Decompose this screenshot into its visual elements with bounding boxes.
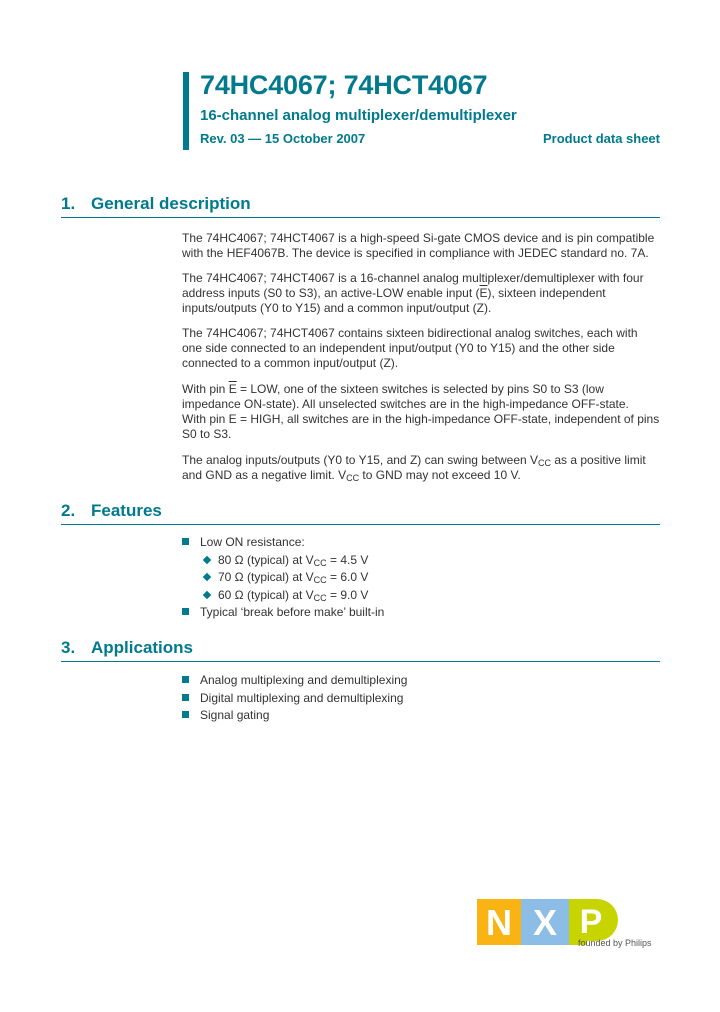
section-title: General description	[91, 194, 251, 213]
document-title: 74HC4067; 74HCT4067	[200, 70, 488, 100]
list-item: Signal gating	[182, 707, 407, 725]
enable-pin-e-bar: $\overline{E}$	[228, 382, 237, 396]
features-list	[182, 534, 384, 622]
general-paragraph-1: The 74HC4067; 74HCT4067 is a high-speed Si-gate CMOS device and is pin compatible with the HEF4067B. The device is specified in compliance with JEDEC standard no. 7A.	[182, 231, 655, 260]
general-paragraph-3: The 74HC4067; 74HCT4067 contains sixteen bidirectional analog switches, each with one side connected to an independent input/output (Y0 to Y15) and the other side connected to a common input/output (Z).	[182, 326, 638, 370]
diamond-bullet-icon	[203, 590, 211, 598]
document-type: Product data sheet	[542, 131, 660, 146]
square-bullet-icon	[182, 538, 189, 545]
section-heading-applications	[61, 638, 660, 662]
header-accent-bar	[183, 72, 189, 150]
list-item: 80 Ω (typical) at $V_{CC} = 4.5$ V	[182, 552, 384, 570]
general-paragraph-5: The analog inputs/outputs (Y0 to Y15, and Z) can swing between $V_{CC}$ as a positive limit and GND as a negative limit. $V_{CC}$ to GND may not exceed 10 V.	[182, 453, 646, 483]
enable-pin-e-bar: $\overline{E}$	[479, 286, 488, 300]
document-subtitle: 16-channel analog multiplexer/demultiplexer	[200, 107, 517, 124]
logo-letter-n: N	[486, 902, 512, 943]
square-bullet-icon	[182, 676, 189, 683]
section-heading-features	[61, 501, 660, 525]
revision-date: Rev. 03 — 15 October 2007	[200, 131, 366, 146]
section-number: 2.	[61, 501, 76, 520]
section-title: Features	[91, 501, 162, 520]
square-bullet-icon	[182, 711, 189, 718]
list-item: Digital multiplexing and demultiplexing	[182, 690, 407, 708]
list-item: Typical ‘break before make’ built-in	[182, 604, 384, 622]
logo-caption: founded by Philips	[578, 938, 652, 948]
square-bullet-icon	[182, 694, 189, 701]
general-paragraph-4: With pin $\overline{E}$ = LOW, one of the sixteen switches is selected by pins S0 to S3 (low impedance ON-state). All unselected switches are in the high-impedance OFF-state. With pin E = HIGH, all switches are in the high-impedance OFF-state, independent of pins S0 to S3.	[182, 382, 660, 441]
diamond-bullet-icon	[203, 555, 211, 563]
diamond-bullet-icon	[203, 573, 211, 581]
section-heading-general-description	[61, 194, 660, 218]
logo-letter-p: P	[579, 903, 603, 941]
square-bullet-icon	[182, 608, 189, 615]
section-number: 1.	[61, 194, 76, 213]
list-item: 70 Ω (typical) at $V_{CC} = 6.0$ V	[182, 569, 384, 587]
list-item: Low ON resistance:	[182, 534, 384, 552]
general-paragraph-2: The 74HC4067; 74HCT4067 is a 16-channel analog multiplexer/demultiplexer with four address inputs (S0 to S3), an active-LOW enable input $(\overline{E})$, sixteen independent inputs/outputs (Y0 to Y15) and a common input/output (Z).	[182, 271, 644, 315]
logo-letter-x: X	[532, 902, 558, 943]
list-item: Analog multiplexing and demultiplexing	[182, 672, 407, 690]
section-title: Applications	[91, 638, 194, 657]
section-number: 3.	[61, 638, 76, 657]
applications-list	[182, 672, 407, 725]
list-item: 60 Ω (typical) at $V_{CC} = 9.0$ V	[182, 587, 384, 605]
revision-line	[200, 131, 660, 146]
